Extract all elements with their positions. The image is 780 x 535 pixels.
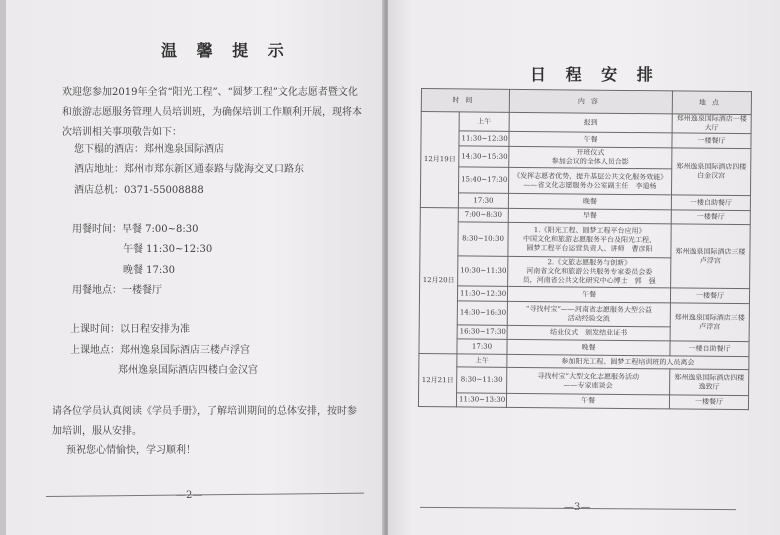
footer-rule xyxy=(46,493,364,497)
time-cell: 8:30~10:30 xyxy=(458,222,508,256)
time-cell: 11:30~12:30 xyxy=(459,131,509,146)
closing-wish: 预祝您心情愉快，学习顺利！ xyxy=(66,445,196,456)
content-cell: 结业仪式 颁发结业证书 xyxy=(507,325,670,341)
content-cell: 1.《阳光工程、圆梦工程平台应用》 中国文化和旅游志愿服务平台及阳光工程、 圆梦工程平台运营负责人、讲师 曹彦阳 xyxy=(508,222,671,258)
content-cell: 《发挥志愿者优势，提升基层公共文化服务效能》 ——省文化志愿服务办公室副主任 李道杨 xyxy=(508,167,671,195)
time-cell: 14:30~15:30 xyxy=(459,146,509,167)
time-cell: 11:30~12:30 xyxy=(457,286,507,301)
time-cell: 17:30 xyxy=(457,339,507,354)
header-place: 地点 xyxy=(672,91,751,115)
content-cell: 2.《文旅志愿服务与创新》 河南省文化和旅游公共服务专家委员会委 员，河南省公共文化研究中心博士 郭 强 xyxy=(508,256,671,288)
notice-title: 温 馨 提 示 xyxy=(161,41,291,60)
address-line: 酒店地址：郑州市郑东新区通泰路与陇海交叉口路东 xyxy=(74,164,304,175)
time-cell: 14:30~16:30 xyxy=(457,301,507,325)
time-cell: 8:30~11:30 xyxy=(457,367,507,393)
dinner-line: 晚餐 17:30 xyxy=(123,265,175,276)
schedule-title: 日 程 安 排 xyxy=(530,65,660,84)
hotel-line: 您下榻的酒店：郑州逸泉国际酒店 xyxy=(74,144,224,155)
table-row xyxy=(420,221,750,258)
time-cell: 11:30~13:30 xyxy=(456,393,506,407)
time-cell: 16:30~17:30 xyxy=(457,325,507,339)
time-cell: 10:30~11:30 xyxy=(458,256,508,286)
table-row xyxy=(419,366,749,395)
page-number-left: —2— xyxy=(176,490,203,501)
class-place-line-1: 上课地点：郑州逸泉国际酒店三楼卢浮宫 xyxy=(70,345,250,356)
place-cell: 郑州逸泉国际酒店四楼白金汉宫 xyxy=(671,148,750,196)
content-cell: 参加阳光工程、圆梦工程培训班的人员离会 xyxy=(507,354,749,369)
lunch-line: 午餐 11:30~12:30 xyxy=(123,244,213,255)
time-cell: 17:30 xyxy=(458,193,508,208)
class-place-line-2: 郑州逸泉国际酒店四楼白金汉宫 xyxy=(118,365,258,376)
content-cell: 午餐 xyxy=(507,286,670,303)
place-cell: 郑州逸泉国际酒店三楼卢浮宫 xyxy=(671,224,751,289)
phone-line: 酒店总机：0371-55008888 xyxy=(74,185,204,196)
header-time: 时间 xyxy=(421,89,509,113)
schedule-table xyxy=(418,88,752,410)
content-cell: 晚餐 xyxy=(508,193,671,210)
class-time-line: 上课时间：以日程安排为准 xyxy=(70,324,190,335)
place-cell: 郑州逸泉国际酒店三楼卢浮宫 xyxy=(670,303,749,342)
meal-place-line: 用餐地点：一楼餐厅 xyxy=(72,285,162,296)
table-row xyxy=(418,392,748,409)
time-cell: 15:40~17:30 xyxy=(458,167,508,193)
place-cell: 一楼餐厅 xyxy=(669,395,748,410)
closing-paragraph: 请各位学员认真阅读《学员手册》，了解培训期间的总体安排，按时参加培训，服从安排。 xyxy=(52,406,357,437)
content-cell: 开班仪式 参加会议的全体人员合影 xyxy=(509,146,672,169)
content-cell: 早餐 xyxy=(508,208,671,224)
place-cell: 一楼餐厅 xyxy=(672,133,751,149)
place-cell: 一楼自助餐厅 xyxy=(670,341,749,357)
place-cell: 一楼餐厅 xyxy=(671,210,750,225)
left-page xyxy=(0,0,386,535)
table-row xyxy=(419,300,749,327)
content-cell: 午餐 xyxy=(509,131,672,148)
intro-paragraph: 欢迎您参加2019年全省“阳光工程”、“圆梦工程”文化志愿者暨文化和旅游志愿服务管理人员培训班，为确保培训工作顺利开展，现将本次培训相关事项敬告如下： xyxy=(62,87,362,138)
place-cell: 一楼自助餐厅 xyxy=(671,195,750,211)
content-cell: 寻找村宝”大型文化志愿服务活动 ——专家座谈会 xyxy=(507,367,670,395)
meal-time-line: 用餐时间：早餐 7:00~8:30 xyxy=(72,224,199,235)
page-number-right: —3— xyxy=(564,502,591,513)
date-cell: 12月21日 xyxy=(418,353,457,406)
time-cell: 上午 xyxy=(459,112,509,131)
time-cell: 7:00~8:30 xyxy=(458,208,508,222)
date-cell: 12月20日 xyxy=(419,207,458,353)
content-cell: 晚餐 xyxy=(507,339,670,356)
content-cell: “寻找村宝”——河南省志愿服务大型公益 活动经验交流 xyxy=(507,301,670,327)
place-cell: 一楼餐厅 xyxy=(670,288,749,304)
header-content: 内容 xyxy=(509,89,672,114)
date-cell: 12月19日 xyxy=(420,112,459,208)
time-cell: 上午 xyxy=(457,354,507,367)
content-cell: 报到 xyxy=(509,112,672,133)
place-cell: 郑州逸泉国际酒店一楼大厅 xyxy=(672,114,751,134)
schedule-body xyxy=(418,112,751,410)
place-cell: 郑州逸泉国际酒店四楼逸致厅 xyxy=(670,369,749,396)
content-cell: 午餐 xyxy=(506,393,669,409)
